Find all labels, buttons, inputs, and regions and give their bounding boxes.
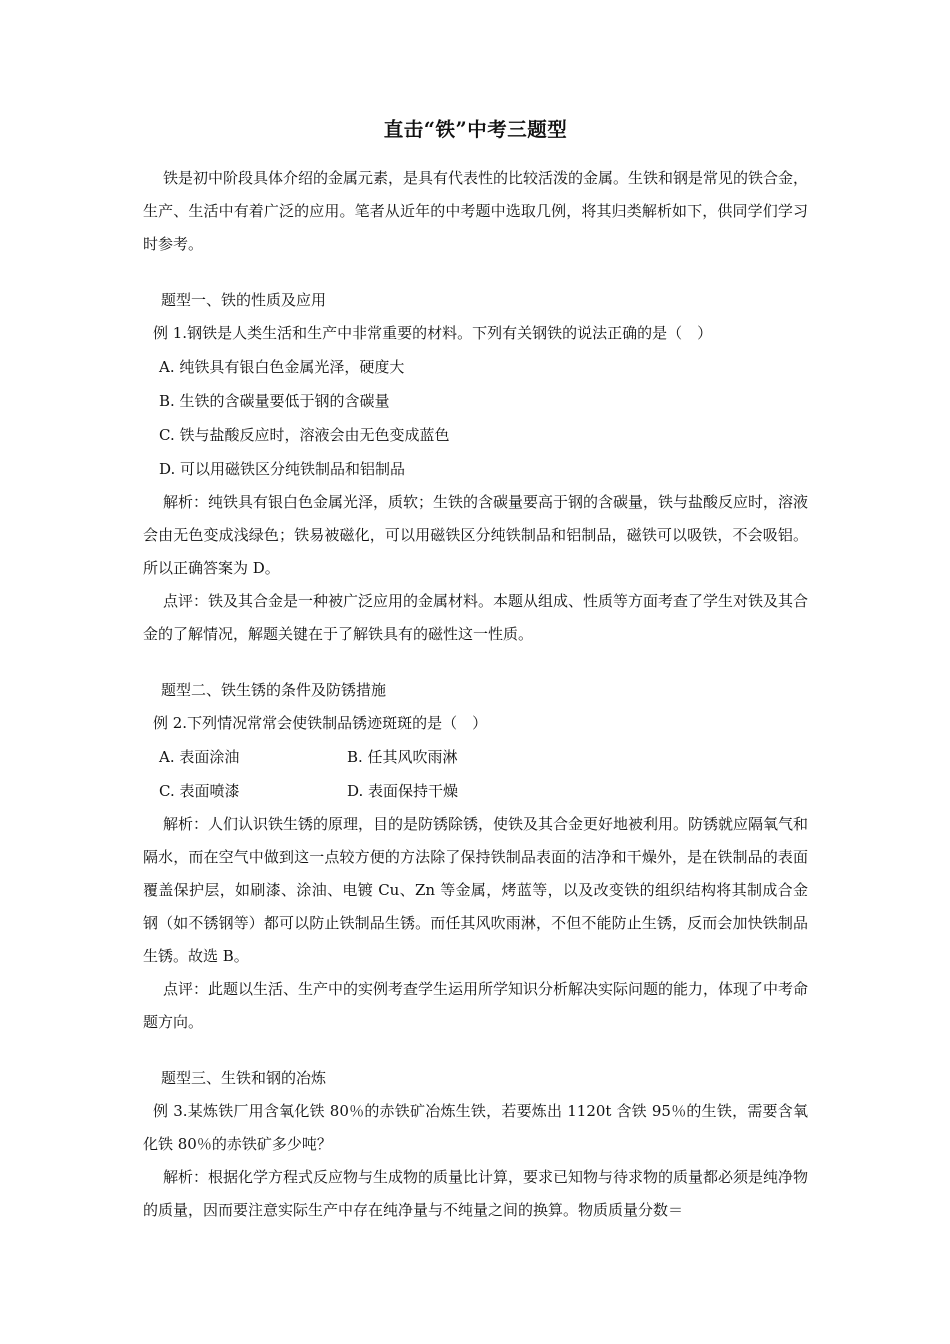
option-a: A. 纯铁具有银白色金属光泽，硬度大 xyxy=(159,358,405,376)
option-d: D. 表面保持干燥 xyxy=(347,782,459,800)
option-d: D. 可以用磁铁区分纯铁制品和铝制品 xyxy=(159,460,406,478)
comment-paragraph: 点评：铁及其合金是一种被广泛应用的金属材料。本题从组成、性质等方面考查了学生对铁及其合金的了解情况，解题关键在于了解铁具有的磁性这一性质。 xyxy=(143,592,809,643)
section-type-3 xyxy=(143,1061,808,1227)
option-c: C. 表面喷漆 xyxy=(159,782,240,800)
option-b: B. 任其风吹雨淋 xyxy=(347,748,458,766)
example-question: 例 3.某炼铁厂用含氧化铁 80％的赤铁矿冶炼生铁，若要炼出 1120t 含铁 95％的生铁，需要含氧化铁 80％的赤铁矿多少吨？ xyxy=(143,1102,808,1153)
analysis-paragraph: 解析：纯铁具有银白色金属光泽，质软；生铁的含碳量要高于钢的含碳量，铁与盐酸反应时，溶液会由无色变成浅绿色；铁易被磁化，可以用磁铁区分纯铁制品和铝制品，磁铁可以吸铁，不会吸铝。所以正确答案为 D。 xyxy=(143,493,809,577)
comment-paragraph: 点评：此题以生活、生产中的实例考查学生运用所学知识分析解决实际问题的能力，体现了中考命题方向。 xyxy=(143,980,809,1031)
option-c: C. 铁与盐酸反应时，溶液会由无色变成蓝色 xyxy=(159,426,450,444)
example-question: 例 1.钢铁是人类生活和生产中非常重要的材料。下列有关钢铁的说法正确的是（ ） xyxy=(153,324,713,342)
document-title: 直击“铁”中考三题型 xyxy=(383,118,568,141)
section-heading: 题型二、铁生锈的条件及防锈措施 xyxy=(161,681,387,699)
example-question: 例 2.下列情况常常会使铁制品锈迹斑斑的是（ ） xyxy=(153,714,488,732)
section-heading: 题型三、生铁和钢的冶炼 xyxy=(161,1069,327,1087)
options-row xyxy=(143,774,808,808)
option-b: B. 生铁的含碳量要低于钢的含碳量 xyxy=(159,392,390,410)
options-row xyxy=(143,740,808,774)
section-type-2 xyxy=(143,673,808,1039)
analysis-paragraph: 解析：根据化学方程式反应物与生成物的质量比计算，要求已知物与待求物的质量都必须是纯净物的质量，因而要注意实际生产中存在纯净量与不纯量之间的换算。物质质量分数＝ xyxy=(143,1168,809,1219)
analysis-paragraph: 解析：人们认识铁生锈的原理，目的是防锈除锈，使铁及其合金更好地被利用。防锈就应隔氧气和隔水，而在空气中做到这一点较方便的方法除了保持铁制品表面的洁净和干燥外，是在铁制品的表面覆盖保护层，如刷漆、涂油、电镀 Cu、Zn 等金属，烤蓝等，以及改变铁的组织结构将其制成合金钢（如不锈钢等）都可以防止铁制品生锈。而任其风吹雨淋，不但不能防止生锈，反而会加快铁制品生锈。故选 B。 xyxy=(143,815,809,965)
option-a: A. 表面涂油 xyxy=(159,748,240,766)
section-type-1 xyxy=(143,283,808,651)
document-body xyxy=(143,116,808,1227)
section-heading: 题型一、铁的性质及应用 xyxy=(161,291,327,309)
intro-paragraph: 铁是初中阶段具体介绍的金属元素，是具有代表性的比较活泼的金属。生铁和钢是常见的铁合金，生产、生活中有着广泛的应用。笔者从近年的中考题中选取几例，将其归类解析如下，供同学们学习时参考。 xyxy=(143,169,809,253)
